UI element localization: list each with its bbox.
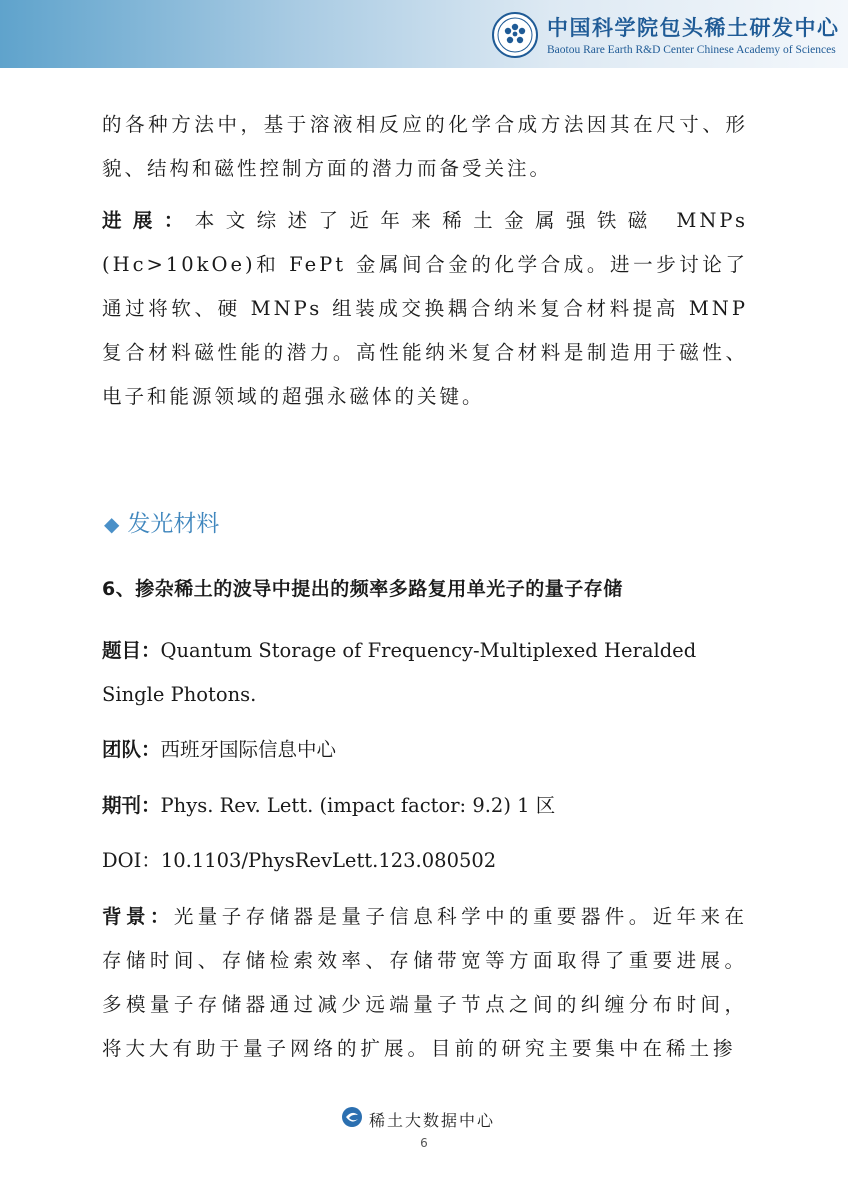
topic-field bbox=[102, 629, 748, 717]
team-value: 西班牙国际信息中心 bbox=[160, 738, 337, 761]
footer-brand: 稀土大数据中心 bbox=[369, 1111, 496, 1130]
progress-text: 本文综述了近年来稀土金属强铁磁 MNPs (Hc>10kOe)和 FePt 金属间合金的化学合成。进一步讨论了通过将软、硬 MNPs 组装成交换耦合纳米复合材料提高 MNP 复合材料磁性能的潜力。高性能纳米复合材料是制造用于磁性、电子和能源领域的超强永磁体的关键。 bbox=[102, 209, 748, 408]
diamond-bullet-icon: ◆ bbox=[104, 512, 120, 536]
doi-label: DOI： bbox=[102, 849, 161, 872]
item-title: 6、掺杂稀土的波导中提出的频率多路复用单光子的量子存储 bbox=[102, 578, 623, 600]
topic-label: 题目： bbox=[102, 639, 161, 662]
team-label: 团队： bbox=[102, 738, 161, 761]
rare-earth-data-logo-icon bbox=[341, 1106, 363, 1128]
background-label: 背景： bbox=[102, 905, 174, 928]
content-area bbox=[102, 103, 748, 419]
progress-label: 进展： bbox=[102, 209, 195, 232]
topic-value: Quantum Storage of Frequency-Multiplexed Heralded Single Photons. bbox=[102, 639, 697, 706]
header-banner bbox=[0, 0, 848, 68]
background-text: 光量子存储器是量子信息科学中的重要器件。近年来在存储时间、存储检索效率、存储带宽等方面取得了重要进展。多模量子存储器通过减少远端量子节点之间的纠缠分布时间，将大大有助于量子网络的扩展。目前的研究主要集中在稀土掺 bbox=[102, 905, 748, 1060]
section-heading bbox=[104, 505, 219, 538]
section-title: 发光材料 bbox=[127, 511, 220, 537]
intro-paragraph: 的各种方法中，基于溶液相反应的化学合成方法因其在尺寸、形貌、结构和磁性控制方面的潜力而备受关注。 bbox=[102, 113, 748, 180]
journal-field bbox=[102, 784, 748, 828]
header-subtitle: Baotou Rare Earth R&D Center Chinese Academy of Sciences bbox=[547, 44, 836, 56]
progress-paragraph bbox=[102, 199, 748, 419]
journal-label: 期刊： bbox=[102, 794, 161, 817]
doi-value: 10.1103/PhysRevLett.123.080502 bbox=[160, 849, 497, 872]
header-title: 中国科学院包头稀土研发中心 bbox=[547, 16, 840, 40]
team-field bbox=[102, 728, 748, 772]
cas-emblem-icon bbox=[492, 12, 538, 58]
doi-field bbox=[102, 839, 748, 883]
background-paragraph bbox=[102, 895, 748, 1071]
page-number: 6 bbox=[420, 1136, 428, 1150]
journal-value: Phys. Rev. Lett. (impact factor: 9.2) 1 区 bbox=[160, 794, 556, 817]
